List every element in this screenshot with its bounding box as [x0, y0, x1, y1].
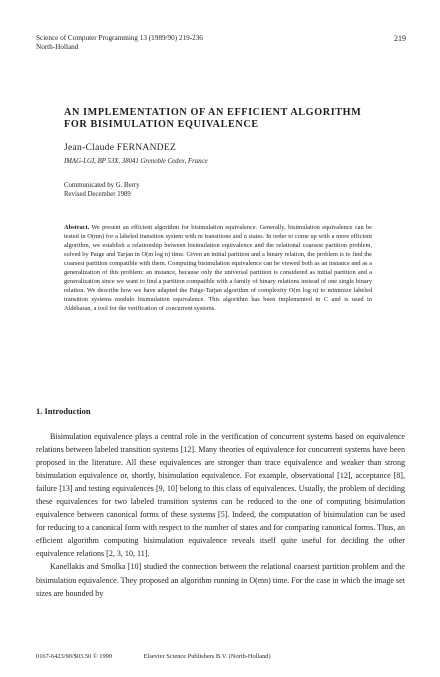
abstract	[64, 223, 372, 313]
section-body	[36, 430, 405, 600]
abstract-label: Abstract.	[64, 224, 90, 231]
body-paragraph: Kanellakis and Smolka [10] studied the connection between the relational coarsest partition problem and the bisimulation equivalence. They proposed an algorithm running in O(mn) time. For the case in which the image set sizes are bounded by	[36, 562, 405, 598]
footer-publisher: Elsevier Science Publishers B.V. (North-Holland)	[143, 653, 271, 660]
abstract-text: We present an efficient algorithm for bisimulation equivalence. Generally, bisimulation equivalence can be tested in O(mn) for a labeled transition system with m transitions and n states. In order to come up with a more efficient algorithm, we establish a relationship between bisimulation equivalence and the relational coarsest partition problem, solved by Paige and Tarjan in O(m log n) time. Given an initial partition and a binary relation, the problem is to find the coarsest partition compatible with them. Computing bisimulation equivalence can be viewed both as an instance and as a generalization of this problem: an instance, because only the universal partition is considered as initial partition and a generalization since we want to find a partition compatible with a family of binary relations instead of one single binary relation. We describe how we have adapted the Paige-Tarjan algorithm of complexity O(m log n) to minimize labeled transition systems modulo bisimulation equivalence. This algorithm has been implemented in C and is used in Aldébaran, a tool for the verification of concurrent systems.	[64, 224, 372, 313]
publisher-name: North-Holland	[36, 43, 79, 51]
author-affiliation: IMAG-LGI, BP 53X, 38041 Grenoble Cedex, France	[64, 158, 208, 165]
editorial-notes	[64, 181, 140, 199]
journal-citation: Science of Computer Programming 13 (1989/90) 219-236	[36, 34, 203, 42]
page-number: 219	[394, 34, 406, 43]
revised-date: Revised December 1989	[64, 191, 131, 198]
section-heading: 1. Introduction	[36, 406, 91, 416]
article-title: AN IMPLEMENTATION OF AN EFFICIENT ALGORITHM FOR BISIMULATION EQUIVALENCE	[64, 107, 362, 130]
footer	[36, 653, 405, 660]
communicated-by: Communicated by G. Berry	[64, 182, 140, 189]
running-head	[36, 34, 406, 52]
author-name: Jean-Claude FERNANDEZ	[64, 143, 177, 153]
body-paragraph: Bisimulation equivalence plays a central role in the verification of concurrent systems based on equivalence relations between labeled transition systems [12]. Many theories of equivalence for concurrent systems have been proposed in the literature. All these equivalences are stronger than trace equivalence and weaker than strong bisimulation equivalence or, shortly, bisimulation equivalence. For example, observational [12], acceptance [8], failure [13] and testing equivalences [9, 10] belong to this class of equivalences. Usually, the problem of deciding these equivalences for two labeled transition systems can be reduced to the one of computing bisimulation equivalence between canonical forms of these systems [5]. Indeed, the computation of bisimulation can be used for reducing to a canonical form with respect to the number of states and for comparing canonical forms. Thus, an efficient algorithm computing bisimulation equivalence reveals itself quite useful for deciding the other equivalence relations [2, 3, 10, 11].	[36, 432, 405, 559]
footer-issn: 0167-6423/90/$03.50 © 1990	[36, 653, 113, 660]
